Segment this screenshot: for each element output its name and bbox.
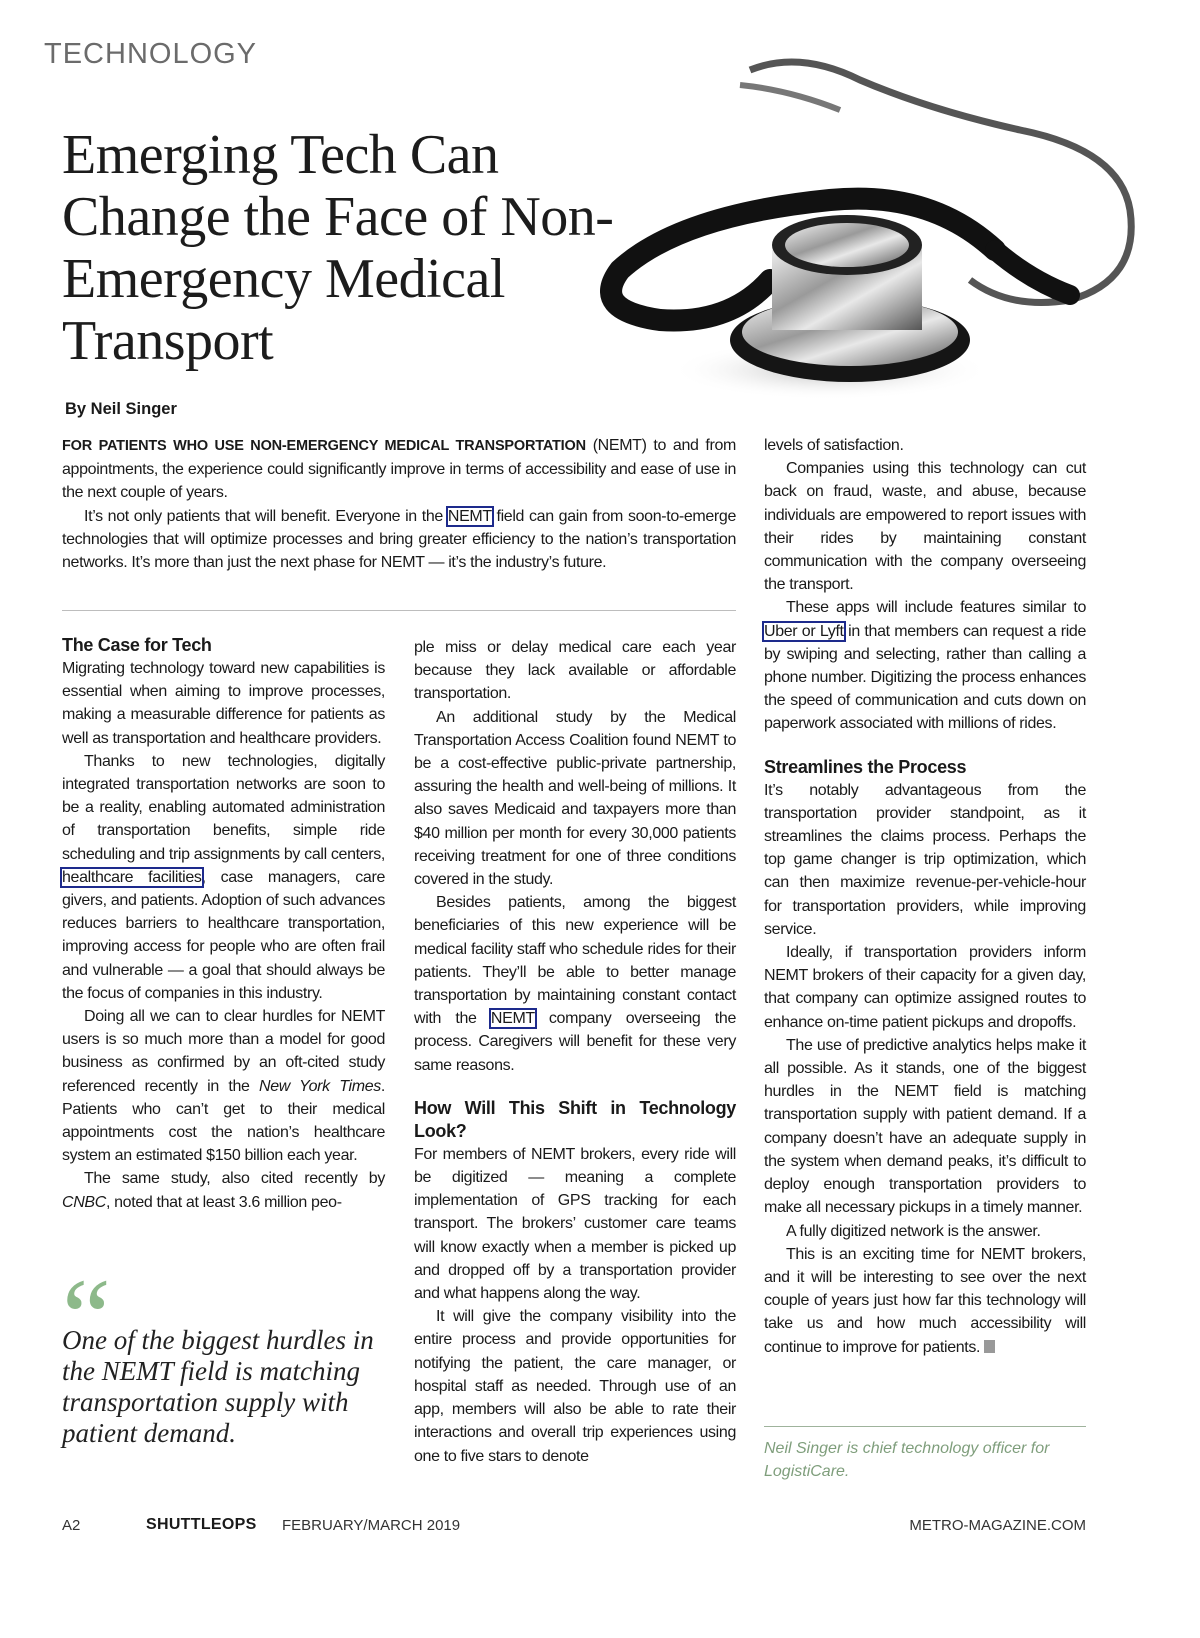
paragraph [764, 1220, 1086, 1243]
paragraph [62, 1167, 385, 1213]
paragraph [764, 457, 1086, 596]
text-run: It’s not only patients that will benefit. Everyone in the [84, 507, 448, 525]
text-run: Migrating technology toward new capabilities is essential when aiming to improve processes, making a measurable difference for patients as well as transportation and healthcare providers. [62, 660, 385, 747]
text-run: The same study, also cited recently by [84, 1170, 385, 1188]
paragraph [764, 596, 1086, 735]
paragraph [62, 1005, 385, 1167]
author-bio: Neil Singer is chief technology officer for LogistiCare. [764, 1440, 1050, 1480]
text-run: An additional study by the Medical Transportation Access Coalition found NEMT to be a cost-effective public-private partnership, assuring the health and well-being of millions. It also saves Medicaid and taxpayers more than $40 million per month for every 30,000 patients receiving treatment for one of three conditions covered in the study. [414, 708, 736, 889]
magazine-name: SHUTTLEOPS [146, 1516, 257, 1533]
section-heading: The Case for Tech [62, 635, 212, 655]
text-run: It will give the company visibility into the entire process and provide opportunities for notifying the patient, the care manager, or hospital staff as needed. Through use of an app, members will also be able to rate their interactions and overall trip experiences using one to five stars to denote [414, 1308, 736, 1465]
text-run: company overseeing the process. Caregivers will benefit for these very same reasons. [414, 1010, 736, 1074]
text-run: in that members can request a ride by swiping and selecting, rather than calling a phone number. Digitizing the process enhances the speed of communication and cuts down on paperwork associated with millions of rides. [764, 622, 1086, 733]
end-mark-icon [984, 1340, 995, 1353]
stethoscope-image [600, 40, 1160, 410]
text-run: (NEMT) to and from appointments, the experience could significantly improve in terms of accessibility and ease of use in the next couple of years. [62, 437, 736, 502]
intro-text [62, 434, 736, 574]
text-run: Ideally, if transportation providers inform NEMT brokers of their capacity for a given day, that company can optimize assigned routes to enhance on-time patient pickups and dropoffs. [764, 944, 1086, 1031]
text-run: Thanks to new technologies, digitally integrated transportation networks are soon to be a reality, enabling automated administration of transportation benefits, simple ride scheduling and trip assignments by call centers, [62, 752, 385, 863]
page-number: A2 [62, 1517, 81, 1534]
inline-link[interactable]: NEMT [490, 1010, 535, 1028]
paragraph [62, 750, 385, 1005]
divider [62, 610, 736, 611]
paragraph [764, 434, 1086, 457]
text-run: field can gain from soon-to-emerge technologies that will optimize processes and bring greater efficiency to the nation’s transportation networks. It’s more than just the next phase for NEMT — it’s the industry’s future. [62, 507, 737, 572]
paragraph [414, 706, 736, 892]
text-run: levels of satisfaction. [764, 437, 904, 454]
text-run: Doing all we can to clear hurdles for NEMT users is so much more than a model for good business as confirmed by an oft-cited study referenced recently in the [62, 1008, 385, 1095]
paragraph [764, 1034, 1086, 1220]
text-run: FOR PATIENTS WHO USE NON-EMERGENCY MEDICAL TRANSPORTATION [62, 438, 586, 454]
inline-link[interactable]: Uber or Lyft [764, 622, 844, 640]
pull-quote: One of the biggest hurdles in the NEMT field is matching transportation supply with patient demand. [62, 1325, 374, 1448]
text-run: Companies using this technology can cut back on fraud, waste, and abuse, because individuals are empowered to report issues with their rides by maintaining constant communication with the company overseeing the transport. [764, 460, 1086, 594]
paragraph [764, 779, 1086, 941]
paragraph [764, 941, 1086, 1034]
text-run: For members of NEMT brokers, every ride will be digitized — meaning a complete implementation of GPS tracking for each transport. The brokers’ customer care teams will know exactly when a member is picked up and dropped off by a transportation provider and what happens along the way. [414, 1145, 736, 1303]
issue-date: FEBRUARY/MARCH 2019 [282, 1517, 461, 1534]
paragraph [62, 434, 736, 505]
text-run: The use of predictive analytics helps make it all possible. As it stands, one of the biggest hurdles in the NEMT field is matching transportation supply with patient demand. If a company doesn’t have an adequate supply in the system when demand peaks, it’s difficult to deploy enough transportation providers to make all necessary pickups in a timely manner. [764, 1036, 1086, 1217]
quote-mark-icon: “ [62, 1256, 111, 1378]
text-run: . Patients who can’t get to their medical appointments cost the nation’s healthcare system an estimated $150 billion each year. [62, 1077, 385, 1165]
paragraph [414, 891, 736, 1077]
column-3 [764, 434, 1086, 1359]
text-run: This is an exciting time for NEMT brokers, and it will be interesting to see over the next couple of years just how far this technology will take us and how much accessibility will continue to improve for patients. [764, 1245, 1086, 1356]
text-run: CNBC [62, 1193, 106, 1211]
byline: By Neil Singer [65, 400, 177, 418]
text-run: ple miss or delay medical care each year because they lack available or affordable transportation. [414, 639, 736, 703]
bio-divider [764, 1426, 1086, 1427]
inline-link[interactable]: NEMT [447, 507, 492, 525]
text-run: , case managers, care givers, and patients. Adoption of such advances reduces barriers to healthcare transportation, improving access for people who are often frail and vulnerable — a goal that should always be the focus of companies in this industry. [62, 868, 385, 1002]
text-run: A fully digitized network is the answer. [786, 1222, 1041, 1240]
headline: Emerging Tech Can Change the Face of Non-Emergency Medical Transport [62, 124, 614, 372]
column-2 [414, 636, 736, 1468]
paragraph [62, 657, 385, 750]
paragraph [414, 1305, 736, 1467]
text-run: These apps will include features similar to [786, 599, 1086, 617]
text-run: , noted that at least 3.6 million peo- [105, 1193, 342, 1211]
section-heading: How Will This Shift in Technology Look? [414, 1097, 736, 1141]
paragraph [414, 1143, 736, 1305]
website-url: METRO-MAGAZINE.COM [909, 1517, 1086, 1534]
section-label: TECHNOLOGY [44, 38, 258, 70]
paragraph [764, 1243, 1086, 1359]
text-run: Besides patients, among the biggest beneficiaries of this new experience will be medical facility staff who schedule rides for their patients. They’ll be able to better manage transportation by maintaining constant contact with the [414, 894, 736, 1028]
text-run: New York Times [259, 1077, 381, 1095]
paragraph [414, 636, 736, 706]
section-heading: Streamlines the Process [764, 756, 967, 777]
column-1 [62, 634, 385, 1214]
paragraph [62, 505, 736, 575]
inline-link[interactable]: healthcare facilities [62, 868, 202, 886]
text-run: It’s notably advantageous from the transportation provider standpoint, as it streamlines the claims process. Perhaps the top game changer is trip optimization, which can then maximize revenue-per-vehicle-hour for transportation providers, while improving service. [764, 781, 1086, 938]
